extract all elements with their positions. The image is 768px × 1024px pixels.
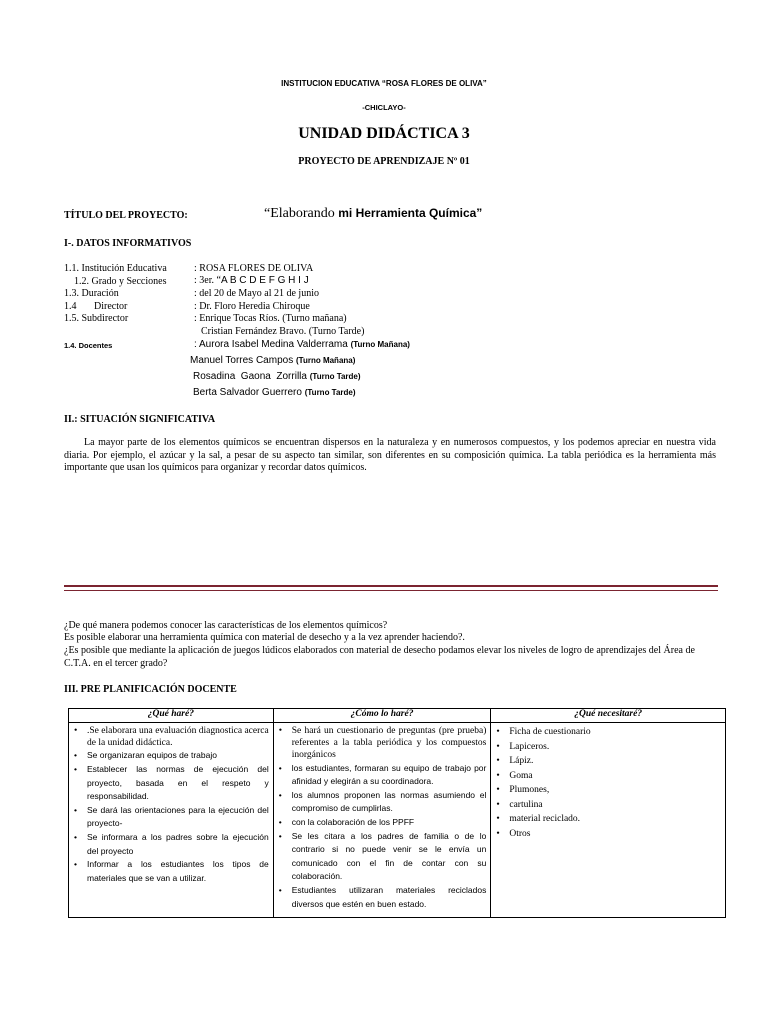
list-item: • material reciclado. xyxy=(493,812,721,827)
info-value-institucion: : ROSA FLORES DE OLIVA xyxy=(194,263,314,274)
info-value-grado xyxy=(194,275,309,286)
section-preplanificacion-heading: III. PRE PLANIFICACIÓN DOCENTE xyxy=(64,684,237,695)
info-label-grado: 1.2. Grado y Secciones xyxy=(74,276,167,287)
institution-header: INSTITUCION EDUCATIVA “ROSA FLORES DE OLIVA” xyxy=(281,79,487,88)
column-header-que-hare: ¿Qué haré? xyxy=(69,709,274,723)
list-item: • Ficha de cuestionario xyxy=(493,725,721,740)
docente-1 xyxy=(194,339,410,350)
list-item: • los alumnos proponen las normas asumiendo el compromiso de cumplirlas. xyxy=(276,789,487,816)
question-2: Es posible elaborar una herramienta química con material de desecho y a la vez aprender haciendo?. xyxy=(64,632,465,643)
list-item: • Establecer las normas de ejecución del proyecto, basada en el respeto y responsabilidad. xyxy=(71,763,269,804)
cell-que-hare xyxy=(69,723,274,918)
docente-1-turno: (Turno Mañana) xyxy=(350,340,410,349)
info-label-docentes: 1.4. Docentes xyxy=(64,341,113,350)
info-label-institucion: 1.1. Institución Educativa xyxy=(64,263,167,274)
grado-sections: A B C D E F G H I J xyxy=(220,275,309,286)
info-label-director: 1.4 Director xyxy=(64,301,128,312)
section-datos-heading: I-. DATOS INFORMATIVOS xyxy=(64,238,192,249)
list-item: • Se organizaran equipos de trabajo xyxy=(71,749,269,763)
list-item: • .Se elaborara una evaluación diagnostica acerca de la unidad didáctica. xyxy=(71,725,269,749)
list-item: • Se dará las orientaciones para la ejecución del proyecto- xyxy=(71,804,269,831)
info-value-director: : Dr. Floro Heredia Chiroque xyxy=(194,301,310,312)
column-header-como-lo-hare: ¿Cómo lo haré? xyxy=(273,709,491,723)
divider-line-thin xyxy=(64,590,718,591)
docente-2-turno: (Turno Mañana) xyxy=(295,356,356,365)
divider-line xyxy=(64,585,718,587)
cell-que-necesitare xyxy=(491,723,726,918)
list-item: • Informar a los estudiantes los tipos de materiales que se van a utilizar. xyxy=(71,858,269,885)
project-title-label: TÍTULO DEL PROYECTO: xyxy=(64,210,188,221)
project-title-part1: Elaborando xyxy=(270,206,339,221)
docente-3-turno: (Turno Tarde) xyxy=(309,372,361,381)
list-item: • Goma xyxy=(493,769,721,784)
section-situacion-heading: II.: SITUACIÓN SIGNIFICATIVA xyxy=(64,414,216,425)
list-item: • Lápiz. xyxy=(493,754,721,769)
planning-table-row xyxy=(69,723,726,918)
docente-4 xyxy=(193,387,356,398)
project-title-part2: mi Herramienta Química” xyxy=(338,206,483,220)
list-item: • Plumones, xyxy=(493,783,721,798)
project-title-quote: “ xyxy=(264,206,271,221)
docente-3-name: Rosadina Gaona Zorrilla xyxy=(193,371,310,382)
planning-table-header xyxy=(69,709,726,723)
info-label-subdirector: 1.5. Subdirector xyxy=(64,313,129,324)
docente-2 xyxy=(190,355,355,366)
city-header: -CHICLAYO- xyxy=(362,103,406,112)
column-header-que-necesitare: ¿Qué necesitaré? xyxy=(491,709,726,723)
cell-como-lo-hare xyxy=(273,723,491,918)
list-item: • Otros xyxy=(493,827,721,842)
info-value-subdirector-2: Cristian Fernández Bravo. (Turno Tarde) xyxy=(201,326,365,337)
question-3: ¿Es posible que mediante la aplicación de juegos lúdicos elaborados con material de desecho podamos elevar los niveles de logro de aprendizajes del Área de C.T.A. en el tercer grado? xyxy=(64,645,695,669)
project-title xyxy=(264,206,482,222)
project-number: PROYECTO DE APRENDIZAJE Nº 01 xyxy=(298,156,470,167)
situacion-paragraph: La mayor parte de los elementos químicos se encuentran dispersos en la naturaleza y en numerosos compuestos, y los podemos apreciar en nuestra vida diaria. Por ejemplo, el azúcar y la sal, a pesar de su aspecto tan similar, son diferentes en su composición química. La tabla periódica es la herramienta más importante que usan los químicos para organizar y recordar datos químicos. xyxy=(64,437,716,473)
planning-table xyxy=(68,708,726,918)
list-item: • cartulina xyxy=(493,798,721,813)
list-item: • los estudiantes, formaran su equipo de trabajo por afinidad y elegirán a su coordinadora. xyxy=(276,762,487,789)
list-item: • Lapiceros. xyxy=(493,740,721,755)
info-value-duracion: : del 20 de Mayo al 21 de junio xyxy=(194,288,319,299)
docente-4-turno: (Turno Tarde) xyxy=(304,388,356,397)
unit-title: UNIDAD DIDÁCTICA 3 xyxy=(298,125,470,142)
list-item: • Se les citara a los padres de familia o de lo contrario si no puede venir se le envía un comunicado con el fin de contar con su colaboración. xyxy=(276,830,487,884)
grado-prefix: : 3er. “ xyxy=(194,275,221,286)
info-label-duracion: 1.3. Duración xyxy=(64,288,119,299)
info-value-subdirector: : Enrique Tocas Ríos. (Turno mañana) xyxy=(194,313,347,324)
list-item: • Estudiantes utilizaran materiales reciclados diversos que estén en buen estado. xyxy=(276,884,487,911)
list-item: • Se informara a los padres sobre la ejecución del proyecto xyxy=(71,831,269,858)
list-item: • con la colaboración de los PPFF xyxy=(276,816,487,830)
list-item: • Se hará un cuestionario de preguntas (pre prueba) referentes a la tabla periódica y los compuestos inorgánicos xyxy=(276,725,487,762)
docente-3 xyxy=(193,371,361,382)
docente-1-name: : Aurora Isabel Medina Valderrama xyxy=(194,339,351,350)
question-1: ¿De qué manera podemos conocer las características de los elementos químicos? xyxy=(64,620,388,631)
docente-2-name: Manuel Torres Campos xyxy=(190,355,296,366)
docente-4-name: Berta Salvador Guerrero xyxy=(193,387,305,398)
